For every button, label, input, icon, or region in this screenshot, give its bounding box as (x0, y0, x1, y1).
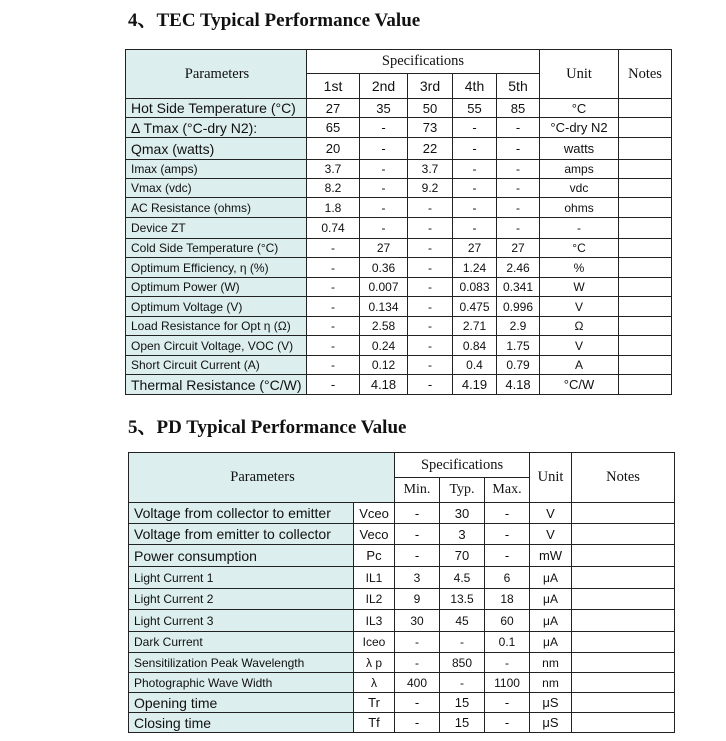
spec-col-4th: 4th (453, 74, 497, 99)
param-label: AC Resistance (ohms) (126, 198, 307, 218)
value-cell: - (453, 118, 497, 138)
table-row (126, 179, 672, 198)
value-cell: 0.341 (497, 278, 540, 297)
spec-col-2nd: 2nd (360, 74, 408, 99)
notes-cell (572, 673, 675, 693)
value-cell: 0.24 (360, 336, 408, 356)
value-cell: - (360, 179, 408, 198)
pd-parameters-header: Parameters (129, 453, 395, 503)
table-row (126, 218, 672, 239)
spec-col-min: Min. (395, 478, 440, 503)
value-cell: - (485, 653, 530, 673)
notes-cell (572, 503, 675, 524)
value-cell: 0.1 (485, 632, 530, 653)
notes-cell (619, 160, 672, 179)
param-label: Photographic Wave Width (129, 673, 354, 693)
value-cell: 15 (440, 713, 485, 733)
value-cell: 1.75 (497, 336, 540, 356)
value-cell: 22 (408, 138, 453, 160)
value-cell: 2.9 (497, 317, 540, 336)
value-cell: 0.74 (307, 218, 360, 239)
value-cell: - (453, 160, 497, 179)
value-cell: 85 (497, 99, 540, 118)
value-cell: 4.19 (453, 375, 497, 395)
unit-cell: amps (540, 160, 619, 179)
value-cell: - (497, 118, 540, 138)
notes-header: Notes (619, 50, 672, 99)
value-cell: - (453, 138, 497, 160)
value-cell: 3.7 (307, 160, 360, 179)
spec-col-1st: 1st (307, 74, 360, 99)
table-row (129, 545, 675, 567)
value-cell: - (485, 713, 530, 733)
value-cell: 8.2 (307, 179, 360, 198)
value-cell: - (360, 218, 408, 239)
unit-cell: nm (530, 673, 572, 693)
table-row (126, 317, 672, 336)
table-row (126, 278, 672, 297)
table-row (126, 375, 672, 395)
symbol-cell: Veco (354, 524, 395, 545)
value-cell: 9 (395, 589, 440, 610)
symbol-cell: Tr (354, 693, 395, 713)
notes-cell (619, 99, 672, 118)
param-label: Qmax (watts) (126, 138, 307, 160)
value-cell: - (307, 317, 360, 336)
unit-cell: μA (530, 589, 572, 610)
notes-cell (619, 278, 672, 297)
value-cell: 50 (408, 99, 453, 118)
param-label: Thermal Resistance (°C/W) (126, 375, 307, 395)
value-cell: 0.12 (360, 356, 408, 375)
value-cell: 70 (440, 545, 485, 567)
value-cell: 30 (395, 610, 440, 632)
value-cell: 0.007 (360, 278, 408, 297)
table-row (126, 258, 672, 278)
value-cell: 4.5 (440, 567, 485, 589)
spec-col-max: Max. (485, 478, 530, 503)
value-cell: - (408, 198, 453, 218)
value-cell: 1.24 (453, 258, 497, 278)
unit-cell: - (540, 218, 619, 239)
symbol-cell: Tf (354, 713, 395, 733)
param-label: Device ZT (126, 218, 307, 239)
value-cell: 27 (497, 239, 540, 258)
tec-performance-table (125, 49, 672, 395)
value-cell: - (307, 375, 360, 395)
notes-cell (619, 375, 672, 395)
value-cell: - (307, 297, 360, 317)
value-cell: - (408, 336, 453, 356)
value-cell: 13.5 (440, 589, 485, 610)
notes-cell (619, 218, 672, 239)
param-label: Hot Side Temperature (°C) (126, 99, 307, 118)
table-row (129, 524, 675, 545)
symbol-cell: IL3 (354, 610, 395, 632)
unit-cell: V (530, 503, 572, 524)
notes-cell (572, 713, 675, 733)
value-cell: 0.36 (360, 258, 408, 278)
notes-cell (619, 138, 672, 160)
table-row (126, 356, 672, 375)
value-cell: - (360, 160, 408, 179)
param-label: Short Circuit Current (A) (126, 356, 307, 375)
unit-cell: °C (540, 239, 619, 258)
value-cell: 2.58 (360, 317, 408, 336)
unit-cell: V (540, 297, 619, 317)
table-row (129, 610, 675, 632)
table-row (129, 693, 675, 713)
value-cell: - (453, 179, 497, 198)
notes-cell (572, 693, 675, 713)
table-row (126, 99, 672, 118)
parameters-header: Parameters (126, 50, 307, 99)
unit-cell: ohms (540, 198, 619, 218)
unit-cell: W (540, 278, 619, 297)
value-cell: - (485, 524, 530, 545)
value-cell: - (395, 503, 440, 524)
table-row (126, 118, 672, 138)
value-cell: 4.18 (360, 375, 408, 395)
notes-cell (619, 198, 672, 218)
value-cell: 0.475 (453, 297, 497, 317)
notes-cell (572, 589, 675, 610)
value-cell: - (453, 218, 497, 239)
value-cell: - (408, 278, 453, 297)
value-cell: 0.4 (453, 356, 497, 375)
table-row (129, 713, 675, 733)
notes-cell (619, 336, 672, 356)
symbol-cell: Pc (354, 545, 395, 567)
value-cell: 0.083 (453, 278, 497, 297)
table-row (129, 653, 675, 673)
value-cell: - (307, 356, 360, 375)
value-cell: - (307, 239, 360, 258)
value-cell: 0.996 (497, 297, 540, 317)
unit-cell: % (540, 258, 619, 278)
table-row (129, 567, 675, 589)
value-cell: - (395, 693, 440, 713)
value-cell: 1.8 (307, 198, 360, 218)
table-row (126, 198, 672, 218)
table-row (126, 160, 672, 179)
notes-cell (572, 653, 675, 673)
pd-notes-header: Notes (572, 453, 675, 503)
table-row (129, 503, 675, 524)
table-row (129, 589, 675, 610)
unit-cell: V (540, 336, 619, 356)
table-row (126, 336, 672, 356)
value-cell: 1100 (485, 673, 530, 693)
value-cell: - (485, 693, 530, 713)
table-row (129, 632, 675, 653)
value-cell: 6 (485, 567, 530, 589)
symbol-cell: λ (354, 673, 395, 693)
value-cell: - (307, 278, 360, 297)
value-cell: 27 (307, 99, 360, 118)
value-cell: 27 (453, 239, 497, 258)
param-label: Cold Side Temperature (°C) (126, 239, 307, 258)
value-cell: 2.71 (453, 317, 497, 336)
value-cell: - (408, 297, 453, 317)
value-cell: 3 (440, 524, 485, 545)
table-row (126, 297, 672, 317)
table-row (129, 673, 675, 693)
param-label: Sensitilization Peak Wavelength (129, 653, 354, 673)
notes-cell (619, 118, 672, 138)
value-cell: - (395, 653, 440, 673)
unit-cell: Ω (540, 317, 619, 336)
unit-cell: μS (530, 693, 572, 713)
param-label: Optimum Voltage (V) (126, 297, 307, 317)
value-cell: 18 (485, 589, 530, 610)
unit-cell: vdc (540, 179, 619, 198)
specifications-header: Specifications (307, 50, 540, 74)
param-label: Optimum Efficiency, η (%) (126, 258, 307, 278)
table-row (126, 138, 672, 160)
param-label: Light Current 1 (129, 567, 354, 589)
table-row (126, 239, 672, 258)
param-label: Light Current 2 (129, 589, 354, 610)
unit-cell: °C-dry N2 (540, 118, 619, 138)
notes-cell (619, 179, 672, 198)
unit-cell: watts (540, 138, 619, 160)
unit-cell: μA (530, 610, 572, 632)
notes-cell (619, 258, 672, 278)
value-cell: - (485, 545, 530, 567)
spec-col-3rd: 3rd (408, 74, 453, 99)
value-cell: - (497, 179, 540, 198)
notes-cell (619, 239, 672, 258)
value-cell: 2.46 (497, 258, 540, 278)
symbol-cell: IL2 (354, 589, 395, 610)
unit-cell: μS (530, 713, 572, 733)
notes-cell (619, 297, 672, 317)
unit-header: Unit (540, 50, 619, 99)
symbol-cell: Iceo (354, 632, 395, 653)
spec-col-typ: Typ. (440, 478, 485, 503)
value-cell: 0.79 (497, 356, 540, 375)
symbol-cell: IL1 (354, 567, 395, 589)
value-cell: 27 (360, 239, 408, 258)
unit-cell: nm (530, 653, 572, 673)
value-cell: - (453, 198, 497, 218)
value-cell: - (360, 138, 408, 160)
value-cell: 35 (360, 99, 408, 118)
param-label: Vmax (vdc) (126, 179, 307, 198)
value-cell: - (395, 524, 440, 545)
value-cell: 3.7 (408, 160, 453, 179)
unit-cell: mW (530, 545, 572, 567)
value-cell: - (307, 258, 360, 278)
notes-cell (619, 317, 672, 336)
param-label: Open Circuit Voltage, VOC (V) (126, 336, 307, 356)
param-label: Dark Current (129, 632, 354, 653)
param-label: Voltage from collector to emitter (129, 503, 354, 524)
param-label: Voltage from emitter to collector (129, 524, 354, 545)
value-cell: - (360, 198, 408, 218)
pd-section-title: 5、PD Typical Performance Value (128, 417, 407, 438)
unit-cell: V (530, 524, 572, 545)
pd-specifications-header: Specifications (395, 453, 530, 478)
unit-cell: °C (540, 99, 619, 118)
unit-cell: °C/W (540, 375, 619, 395)
value-cell: 0.84 (453, 336, 497, 356)
value-cell: - (408, 258, 453, 278)
value-cell: 65 (307, 118, 360, 138)
value-cell: - (408, 375, 453, 395)
value-cell: - (497, 160, 540, 179)
value-cell: 60 (485, 610, 530, 632)
value-cell: - (408, 356, 453, 375)
value-cell: - (395, 545, 440, 567)
value-cell: 850 (440, 653, 485, 673)
pd-unit-header: Unit (530, 453, 572, 503)
value-cell: 3 (395, 567, 440, 589)
symbol-cell: λ p (354, 653, 395, 673)
param-label: Optimum Power (W) (126, 278, 307, 297)
value-cell: 20 (307, 138, 360, 160)
value-cell: 55 (453, 99, 497, 118)
param-label: Light Current 3 (129, 610, 354, 632)
unit-cell: μA (530, 567, 572, 589)
value-cell: - (307, 336, 360, 356)
value-cell: 0.134 (360, 297, 408, 317)
unit-cell: μA (530, 632, 572, 653)
value-cell: 30 (440, 503, 485, 524)
value-cell: - (395, 632, 440, 653)
value-cell: - (408, 218, 453, 239)
value-cell: - (497, 218, 540, 239)
param-label: Closing time (129, 713, 354, 733)
value-cell: - (395, 713, 440, 733)
value-cell: 73 (408, 118, 453, 138)
notes-cell (572, 632, 675, 653)
value-cell: - (440, 673, 485, 693)
symbol-cell: Vceo (354, 503, 395, 524)
value-cell: - (408, 239, 453, 258)
pd-performance-table (128, 452, 675, 733)
spec-col-5th: 5th (497, 74, 540, 99)
value-cell: 15 (440, 693, 485, 713)
value-cell: - (497, 138, 540, 160)
unit-cell: A (540, 356, 619, 375)
value-cell: - (408, 317, 453, 336)
notes-cell (572, 524, 675, 545)
param-label: Load Resistance for Opt η (Ω) (126, 317, 307, 336)
notes-cell (619, 356, 672, 375)
value-cell: 400 (395, 673, 440, 693)
notes-cell (572, 610, 675, 632)
param-label: Power consumption (129, 545, 354, 567)
value-cell: 9.2 (408, 179, 453, 198)
value-cell: - (440, 632, 485, 653)
value-cell: 4.18 (497, 375, 540, 395)
tec-section-title: 4、TEC Typical Performance Value (128, 10, 421, 31)
value-cell: 45 (440, 610, 485, 632)
param-label: Opening time (129, 693, 354, 713)
param-label: Δ Tmax (°C-dry N2): (126, 118, 307, 138)
value-cell: - (360, 118, 408, 138)
notes-cell (572, 567, 675, 589)
value-cell: - (497, 198, 540, 218)
param-label: Imax (amps) (126, 160, 307, 179)
notes-cell (572, 545, 675, 567)
value-cell: - (485, 503, 530, 524)
